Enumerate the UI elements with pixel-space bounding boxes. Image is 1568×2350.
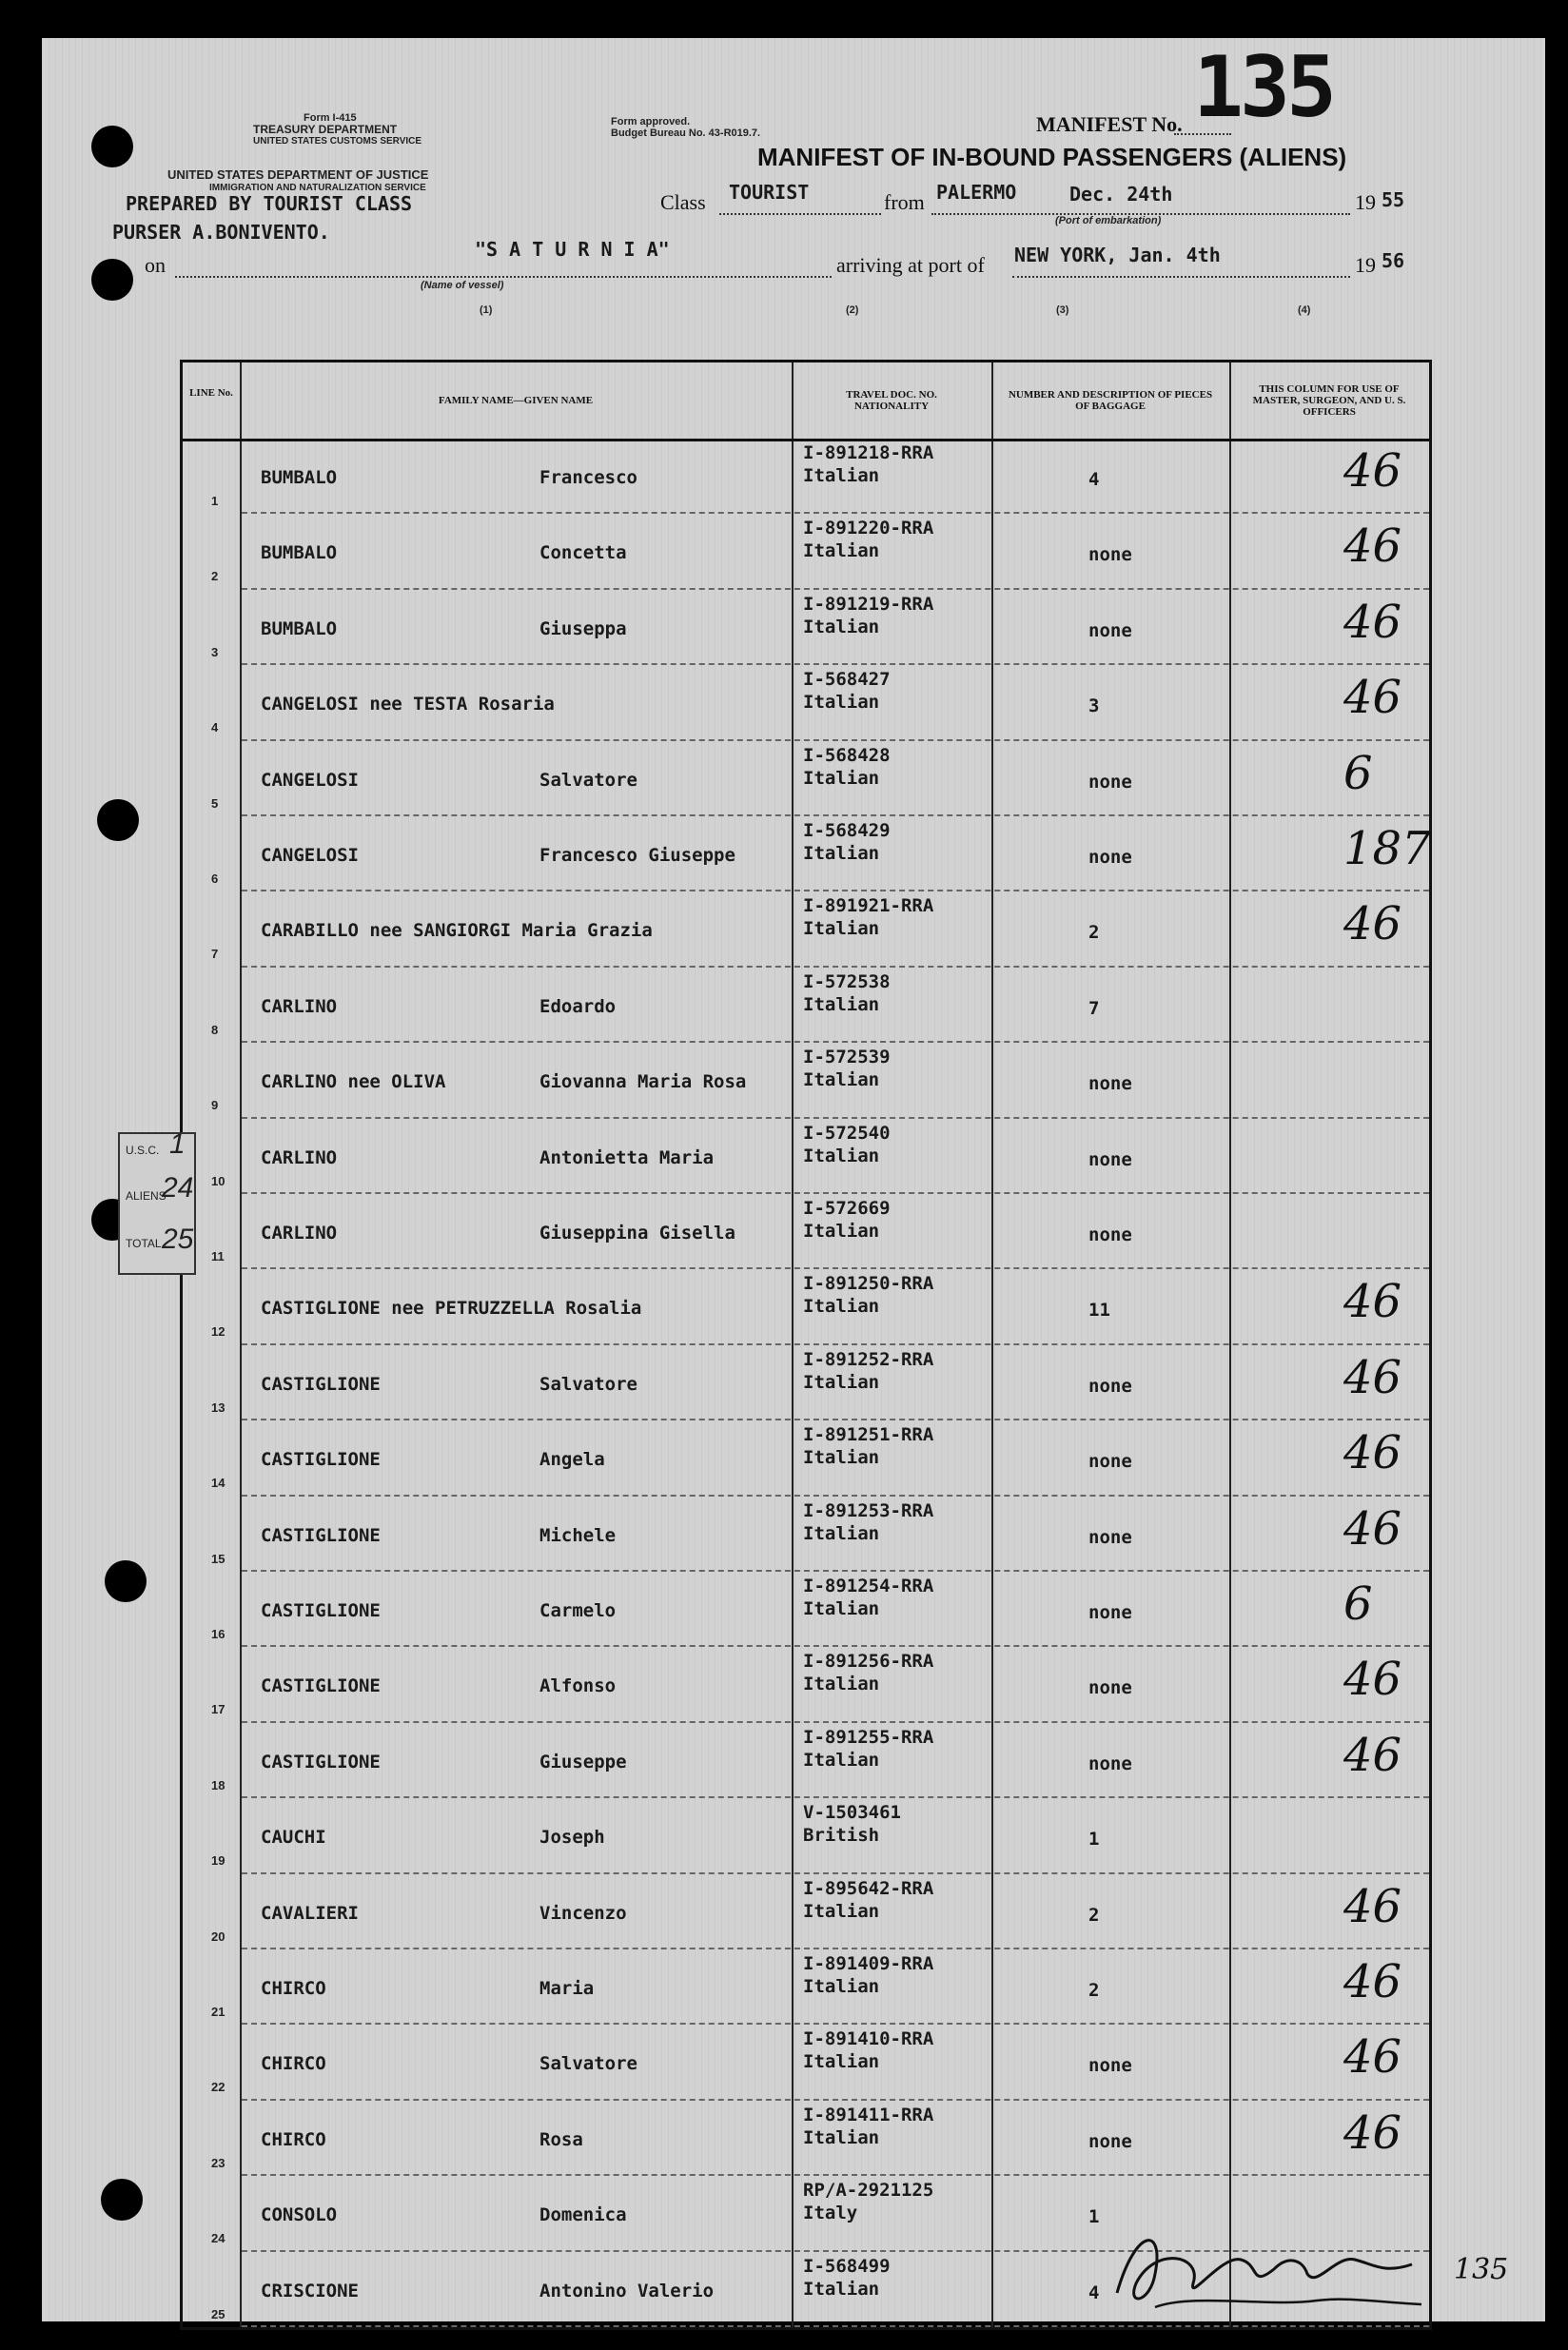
line-number: 9 (211, 1098, 219, 1113)
baggage: 4 (1088, 469, 1100, 490)
officer-mark: 46 (1343, 1350, 1402, 1404)
given-name: Domenica (539, 2204, 627, 2226)
baggage: none (1088, 1677, 1132, 1699)
given-name: Edoardo (539, 995, 617, 1017)
line-number: 15 (211, 1551, 225, 1566)
travel-doc: I-891218-RRA (803, 442, 934, 463)
col-num-2: (2) (846, 304, 859, 316)
travel-doc: I-891220-RRA (803, 518, 934, 539)
officer-mark: 46 (1343, 897, 1402, 951)
line-number: 21 (211, 2005, 225, 2019)
punch-hole (91, 259, 133, 301)
baggage: 7 (1088, 997, 1100, 1019)
family-name: BUMBALO (261, 617, 338, 639)
family-name: CASTIGLIONE (261, 1373, 381, 1395)
travel-doc: I-568428 (803, 744, 891, 766)
row-divider (242, 588, 1429, 590)
nationality: Italian (803, 465, 880, 486)
given-name: Giuseppa (539, 617, 627, 639)
line-number: 14 (211, 1476, 225, 1491)
from-date: Dec. 24th (1069, 183, 1173, 206)
nationality: Italian (803, 1749, 880, 1771)
given-name: Salvatore (539, 2053, 637, 2075)
nationality: Italian (803, 1598, 880, 1619)
family-name: BUMBALO (261, 542, 338, 564)
family-name: CASTIGLIONE (261, 1449, 381, 1471)
row-divider (242, 2325, 1429, 2327)
baggage: 2 (1088, 922, 1100, 944)
given-name: Vincenzo (539, 1902, 627, 1924)
officer-mark: 46 (1343, 1426, 1402, 1480)
row-divider (242, 739, 1429, 741)
year-label-from: 19 (1355, 190, 1376, 214)
given-name: Maria (539, 1978, 595, 1999)
travel-doc: I-891252-RRA (803, 1348, 934, 1370)
baggage: none (1088, 544, 1132, 566)
travel-doc: I-891410-RRA (803, 2028, 934, 2050)
row-divider (242, 1495, 1429, 1497)
row-divider (242, 1796, 1429, 1798)
given-name: Rosa (539, 2128, 583, 2150)
nationality: Italian (803, 1522, 880, 1544)
year-label-arrive: 19 (1355, 253, 1376, 277)
line-number: 17 (211, 1702, 225, 1717)
officer-mark: 46 (1343, 2105, 1402, 2160)
row-divider (242, 1721, 1429, 1723)
given-name: Michele (539, 1524, 617, 1546)
officer-mark: 6 (1343, 1577, 1373, 1631)
baggage: 2 (1088, 1980, 1100, 2001)
col-num-3: (3) (1056, 304, 1069, 316)
form-number: Form I-415 (304, 112, 357, 124)
col-header-line: LINE No. (189, 387, 233, 399)
family-name: CASTIGLIONE (261, 1675, 381, 1697)
row-divider (242, 2023, 1429, 2025)
travel-doc: I-572539 (803, 1047, 891, 1068)
travel-doc: I-568429 (803, 820, 891, 841)
travel-doc: I-891255-RRA (803, 1726, 934, 1748)
baggage: none (1088, 1451, 1132, 1473)
row-divider (242, 1872, 1429, 1874)
punch-hole (97, 799, 139, 841)
row-divider (242, 966, 1429, 968)
prepared-by: PREPARED BY TOURIST CLASS (126, 192, 413, 215)
form-approved: Form approved. (611, 116, 691, 127)
baggage: none (1088, 2130, 1132, 2152)
col-num-1: (1) (480, 304, 493, 316)
officer-mark: 46 (1343, 595, 1402, 649)
stamp-usc-value: 1 (169, 1128, 186, 1160)
officer-mark: 187 (1343, 822, 1431, 875)
stamp-total-value: 25 (162, 1224, 194, 1255)
row-divider (242, 1343, 1429, 1345)
baggage: none (1088, 1375, 1132, 1397)
nationality: Italian (803, 843, 880, 864)
manifest-no-label: MANIFEST No. (1036, 112, 1183, 136)
row-divider (242, 2174, 1429, 2176)
given-name: Joseph (539, 1827, 605, 1849)
family-name: BUMBALO (261, 467, 338, 488)
line-number: 7 (211, 947, 219, 962)
baggage: none (1088, 1526, 1132, 1548)
travel-doc: I-891219-RRA (803, 593, 934, 615)
family-name: CARLINO (261, 995, 338, 1017)
nationality: Italian (803, 1976, 880, 1997)
line-number: 18 (211, 1777, 225, 1792)
family-name: CARABILLO nee SANGIORGI Maria Grazia (261, 920, 653, 942)
nationality: Italian (803, 767, 880, 789)
travel-doc: I-568427 (803, 669, 891, 691)
travel-doc: I-572540 (803, 1122, 891, 1144)
travel-doc: I-572669 (803, 1198, 891, 1219)
given-name: Antonino Valerio (539, 2280, 715, 2301)
line-number: 6 (211, 871, 219, 886)
footer-mark: 135 (1454, 2253, 1509, 2286)
nationality: Italian (803, 1900, 880, 1922)
officer-mark: 46 (1343, 1879, 1402, 1933)
line-number: 8 (211, 1022, 219, 1037)
nationality: Italian (803, 1296, 880, 1318)
family-name: CHIRCO (261, 2053, 326, 2075)
nationality: Italian (803, 1069, 880, 1091)
nationality: Italian (803, 2126, 880, 2148)
travel-doc: I-891256-RRA (803, 1651, 934, 1673)
line-number: 1 (211, 494, 219, 508)
on-label: on (145, 253, 166, 277)
nationality: Italian (803, 1447, 880, 1469)
punch-hole (105, 1560, 147, 1602)
row-divider (242, 1948, 1429, 1949)
given-name: Giuseppe (539, 1751, 627, 1772)
class-value: TOURIST (729, 181, 810, 204)
travel-doc: I-572538 (803, 970, 891, 992)
officer-mark: 46 (1343, 1275, 1402, 1329)
purser-name: PURSER A.BONIVENTO. (112, 221, 330, 244)
manifest-number: 135 (1193, 38, 1333, 136)
family-name: CARLINO (261, 1223, 338, 1244)
row-divider (242, 2099, 1429, 2101)
family-name: CANGELOSI nee TESTA Rosaria (261, 694, 555, 715)
vessel-dots (175, 276, 832, 278)
family-name: CAVALIERI (261, 1902, 359, 1924)
row-divider (242, 1041, 1429, 1043)
col-header-name: FAMILY NAME—GIVEN NAME (438, 395, 594, 406)
line-number: 3 (211, 644, 219, 659)
passenger-table (180, 360, 1432, 2330)
family-name: CONSOLO (261, 2204, 338, 2226)
from-label: from (884, 190, 925, 214)
nationality: Italian (803, 1221, 880, 1242)
vessel-name: "S A T U R N I A" (475, 238, 670, 261)
nationality: Italian (803, 540, 880, 562)
line-number: 12 (211, 1324, 225, 1340)
line-number: 2 (211, 569, 219, 584)
baggage: none (1088, 2055, 1132, 2077)
class-dots (719, 213, 881, 215)
family-name: CRISCIONE (261, 2280, 359, 2301)
nationality: Italian (803, 993, 880, 1015)
given-name: Francesco (539, 467, 637, 488)
family-name: CASTIGLIONE (261, 1600, 381, 1621)
baggage: none (1088, 1224, 1132, 1245)
nationality: Italian (803, 616, 880, 637)
baggage: none (1088, 619, 1132, 641)
officer-mark: 46 (1343, 1955, 1402, 2008)
row-divider (242, 1645, 1429, 1647)
col-num-4: (4) (1298, 304, 1311, 316)
family-name: CHIRCO (261, 1978, 326, 1999)
officer-mark: 46 (1343, 1653, 1402, 1707)
line-number: 23 (211, 2155, 225, 2170)
given-name: Antonietta Maria (539, 1146, 715, 1168)
stamp-aliens: ALIENS (126, 1189, 167, 1203)
given-name: Carmelo (539, 1600, 617, 1621)
given-name: Angela (539, 1449, 605, 1471)
nationality: Italian (803, 1371, 880, 1393)
family-name: CANGELOSI (261, 845, 359, 866)
line-number: 19 (211, 1853, 225, 1869)
travel-doc: V-1503461 (803, 1802, 901, 1824)
officer-mark: 46 (1343, 671, 1402, 725)
nationality: Italian (803, 2278, 880, 2300)
family-name: CAUCHI (261, 1827, 326, 1849)
baggage: none (1088, 771, 1132, 793)
row-divider (242, 1192, 1429, 1194)
nationality: Italian (803, 2051, 880, 2073)
nationality: Italian (803, 692, 880, 714)
year-from: 55 (1382, 188, 1405, 211)
line-number: 25 (211, 2306, 225, 2321)
line-number: 13 (211, 1400, 225, 1415)
nationality: Italian (803, 1145, 880, 1166)
line-number: 22 (211, 2080, 225, 2095)
baggage: none (1088, 1602, 1132, 1623)
given-name: Concetta (539, 542, 627, 564)
baggage: none (1088, 1148, 1132, 1170)
family-name: CASTIGLIONE nee PETRUZZELLA Rosalia (261, 1298, 642, 1320)
officer-mark: 46 (1343, 444, 1402, 498)
family-name: CARLINO nee OLIVA (261, 1071, 446, 1093)
arriving-value: NEW YORK, Jan. 4th (1014, 244, 1221, 266)
travel-doc: I-891251-RRA (803, 1424, 934, 1446)
family-name: CASTIGLIONE (261, 1751, 381, 1772)
col-header-baggage: NUMBER AND DESCRIPTION OF PIECES OF BAGGAGE (1008, 389, 1213, 412)
family-name: CARLINO (261, 1146, 338, 1168)
given-name: Giovanna Maria Rosa (539, 1071, 747, 1093)
line-number: 10 (211, 1173, 225, 1188)
baggage: none (1088, 847, 1132, 868)
row-divider (242, 663, 1429, 665)
row-divider (242, 890, 1429, 891)
line-number: 24 (211, 2231, 225, 2246)
baggage: none (1088, 1753, 1132, 1774)
family-name: CHIRCO (261, 2128, 326, 2150)
col-header-doc: TRAVEL DOC. NO. NATIONALITY (846, 389, 937, 412)
travel-doc: I-891411-RRA (803, 2104, 934, 2125)
line-number: 4 (211, 720, 219, 735)
given-name: Giuseppina Gisella (539, 1223, 735, 1244)
baggage: 1 (1088, 2206, 1100, 2228)
baggage: 4 (1088, 2281, 1100, 2303)
travel-doc: I-891253-RRA (803, 1499, 934, 1521)
justice-label: UNITED STATES DEPARTMENT OF JUSTICE (167, 167, 429, 182)
travel-doc: I-891250-RRA (803, 1273, 934, 1295)
given-name: Salvatore (539, 769, 637, 791)
officer-mark: 6 (1343, 746, 1373, 800)
nationality: Italy (803, 2203, 858, 2224)
nationality: Italian (803, 918, 880, 940)
given-name: Francesco Giuseppe (539, 845, 735, 866)
line-number: 20 (211, 1929, 225, 1944)
line-number: 16 (211, 1627, 225, 1641)
row-divider (242, 1117, 1429, 1119)
year-arrive: 56 (1382, 249, 1405, 272)
travel-doc: I-891254-RRA (803, 1576, 934, 1596)
punch-hole (91, 126, 133, 167)
stamp-aliens-value: 24 (162, 1172, 194, 1204)
budget-bureau: Budget Bureau No. 43-R019.7. (611, 127, 761, 139)
travel-doc: I-891409-RRA (803, 1953, 934, 1974)
officer-mark: 46 (1343, 1728, 1402, 1782)
travel-doc: RP/A-2921125 (803, 2180, 934, 2202)
punch-hole (101, 2179, 143, 2221)
vessel-label: (Name of vessel) (421, 280, 504, 291)
page-title: MANIFEST OF IN-BOUND PASSENGERS (ALIENS) (757, 143, 1347, 171)
travel-doc: I-891921-RRA (803, 895, 934, 917)
officer-mark: 46 (1343, 1501, 1402, 1556)
family-name: CASTIGLIONE (261, 1524, 381, 1546)
given-name: Salvatore (539, 1373, 637, 1395)
arriving-dots (1012, 276, 1350, 278)
arriving-label: arriving at port of (836, 253, 985, 277)
row-divider (242, 1419, 1429, 1420)
class-label: Class (660, 190, 706, 214)
baggage: 11 (1088, 1300, 1110, 1322)
officer-mark: 46 (1343, 2030, 1402, 2085)
baggage: none (1088, 1073, 1132, 1095)
officer-signature (1098, 2217, 1441, 2321)
row-divider (242, 1570, 1429, 1572)
line-number: 11 (211, 1249, 225, 1263)
travel-doc: I-568499 (803, 2255, 891, 2277)
line-number: 5 (211, 795, 219, 811)
row-divider (242, 512, 1429, 514)
col-header-officers: THIS COLUMN FOR USE OF MASTER, SURGEON, AND U. S. OFFICERS (1252, 383, 1406, 418)
travel-doc: I-895642-RRA (803, 1877, 934, 1899)
nationality: Italian (803, 1674, 880, 1695)
port-embark-label: (Port of embarkation) (1055, 215, 1162, 226)
baggage: 3 (1088, 695, 1100, 717)
officer-mark: 46 (1343, 519, 1402, 574)
given-name: Alfonso (539, 1675, 617, 1697)
manifest-sheet (42, 38, 1545, 2321)
treasury-label: TREASURY DEPARTMENT (253, 123, 398, 136)
baggage: 2 (1088, 1904, 1100, 1926)
customs-label: UNITED STATES CUSTOMS SERVICE (253, 136, 422, 147)
nationality: British (803, 1825, 880, 1847)
alien-count-stamp (118, 1128, 196, 1275)
stamp-usc: U.S.C. (126, 1144, 160, 1157)
from-port: PALERMO (936, 181, 1017, 204)
baggage: 1 (1088, 1829, 1100, 1851)
stamp-total: TOTAL (126, 1237, 162, 1250)
row-divider (242, 814, 1429, 816)
row-divider (242, 1267, 1429, 1269)
ins-label: IMMIGRATION AND NATURALIZATION SERVICE (209, 183, 426, 193)
family-name: CANGELOSI (261, 769, 359, 791)
